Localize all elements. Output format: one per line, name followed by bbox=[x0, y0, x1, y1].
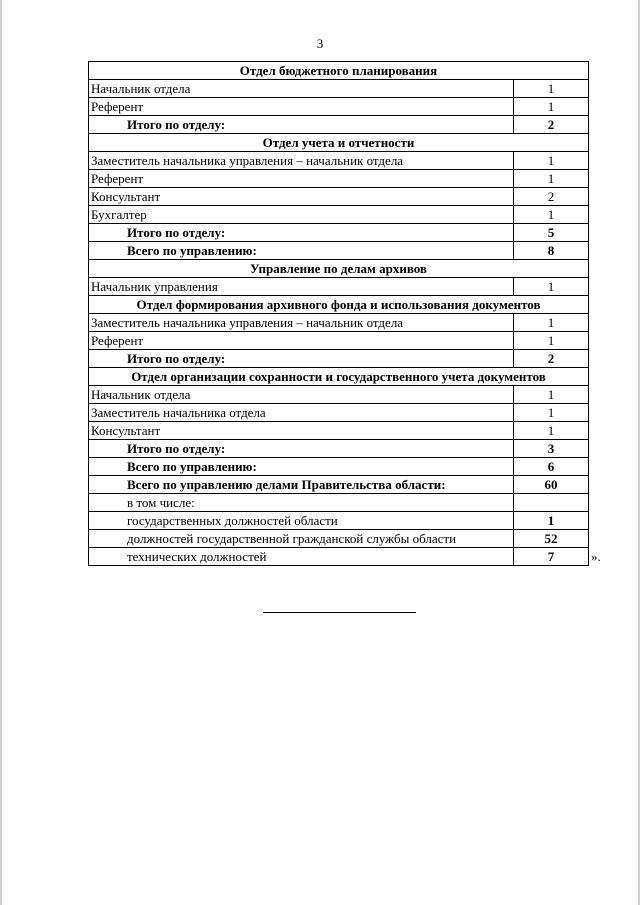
position-name: Итого по отделу: bbox=[89, 224, 514, 242]
scan-left-edge bbox=[0, 0, 2, 905]
position-count: 52 bbox=[513, 530, 588, 548]
position-name: Всего по управлению: bbox=[89, 242, 514, 260]
total-row bbox=[89, 458, 589, 476]
position-name: Всего по управлению: bbox=[89, 458, 514, 476]
table-row bbox=[89, 98, 589, 116]
section-title: Отдел организации сохранности и государственного учета документов bbox=[89, 368, 589, 386]
position-count: 1 bbox=[513, 98, 588, 116]
section-header-row bbox=[89, 62, 589, 80]
position-name: Бухгалтер bbox=[89, 206, 514, 224]
total-row bbox=[89, 476, 589, 494]
position-name: Заместитель начальника управления – начальник отдела bbox=[89, 152, 514, 170]
section-title: Отдел формирования архивного фонда и использования документов bbox=[89, 296, 589, 314]
table-row bbox=[89, 80, 589, 98]
position-name: должностей государственной гражданской службы области bbox=[89, 530, 514, 548]
section-header-row bbox=[89, 296, 589, 314]
position-count: 2 bbox=[513, 116, 588, 134]
section-header-row bbox=[89, 368, 589, 386]
position-name: Референт bbox=[89, 332, 514, 350]
position-count: 60 bbox=[513, 476, 588, 494]
table-row bbox=[89, 170, 589, 188]
position-count bbox=[513, 494, 588, 512]
position-count: 8 bbox=[513, 242, 588, 260]
total-row bbox=[89, 224, 589, 242]
section-title: Управление по делам архивов bbox=[89, 260, 589, 278]
breakdown-row bbox=[89, 530, 589, 548]
position-count: 1 bbox=[513, 170, 588, 188]
position-count: 2 bbox=[513, 350, 588, 368]
position-name: Начальник отдела bbox=[89, 80, 514, 98]
table-row bbox=[89, 332, 589, 350]
position-name: Консультант bbox=[89, 422, 514, 440]
table-row bbox=[89, 404, 589, 422]
position-count: 1 bbox=[513, 314, 588, 332]
total-row bbox=[89, 350, 589, 368]
position-count: 1 bbox=[513, 278, 588, 296]
table-row bbox=[89, 152, 589, 170]
position-name: Заместитель начальника управления – начальник отдела bbox=[89, 314, 514, 332]
position-name: Консультант bbox=[89, 188, 514, 206]
page-number: 3 bbox=[316, 36, 324, 51]
total-row bbox=[89, 242, 589, 260]
position-name: Всего по управлению делами Правительства области: bbox=[89, 476, 514, 494]
position-name: Итого по отделу: bbox=[89, 440, 514, 458]
position-count: 6 bbox=[513, 458, 588, 476]
subheading-row bbox=[89, 494, 589, 512]
section-title: Отдел учета и отчетности bbox=[89, 134, 589, 152]
position-name: Референт bbox=[89, 98, 514, 116]
table-row bbox=[89, 422, 589, 440]
position-count: 1 bbox=[513, 386, 588, 404]
position-name: в том числе: bbox=[89, 494, 514, 512]
total-row bbox=[89, 440, 589, 458]
position-count: 3 bbox=[513, 440, 588, 458]
footer-divider bbox=[263, 612, 416, 613]
position-count: 7 bbox=[513, 548, 588, 566]
position-count: 1 bbox=[513, 206, 588, 224]
position-name: Заместитель начальника отдела bbox=[89, 404, 514, 422]
position-name: технических должностей bbox=[89, 548, 514, 566]
closing-quote: ». bbox=[591, 549, 601, 564]
position-count: 1 bbox=[513, 404, 588, 422]
position-count: 5 bbox=[513, 224, 588, 242]
table-row bbox=[89, 188, 589, 206]
table-row bbox=[89, 278, 589, 296]
breakdown-row bbox=[89, 548, 589, 566]
position-count: 1 bbox=[513, 422, 588, 440]
section-title: Отдел бюджетного планирования bbox=[89, 62, 589, 80]
position-name: Итого по отделу: bbox=[89, 350, 514, 368]
position-count: 2 bbox=[513, 188, 588, 206]
section-header-row bbox=[89, 134, 589, 152]
breakdown-row bbox=[89, 512, 589, 530]
position-name: Итого по отделу: bbox=[89, 116, 514, 134]
position-name: Начальник управления bbox=[89, 278, 514, 296]
table-row bbox=[89, 206, 589, 224]
position-name: Референт bbox=[89, 170, 514, 188]
position-count: 1 bbox=[513, 332, 588, 350]
staffing-table bbox=[88, 61, 589, 566]
position-count: 1 bbox=[513, 152, 588, 170]
table-row bbox=[89, 314, 589, 332]
position-name: государственных должностей области bbox=[89, 512, 514, 530]
position-count: 1 bbox=[513, 512, 588, 530]
total-row bbox=[89, 116, 589, 134]
table-row bbox=[89, 386, 589, 404]
position-count: 1 bbox=[513, 80, 588, 98]
section-header-row bbox=[89, 260, 589, 278]
position-name: Начальник отдела bbox=[89, 386, 514, 404]
